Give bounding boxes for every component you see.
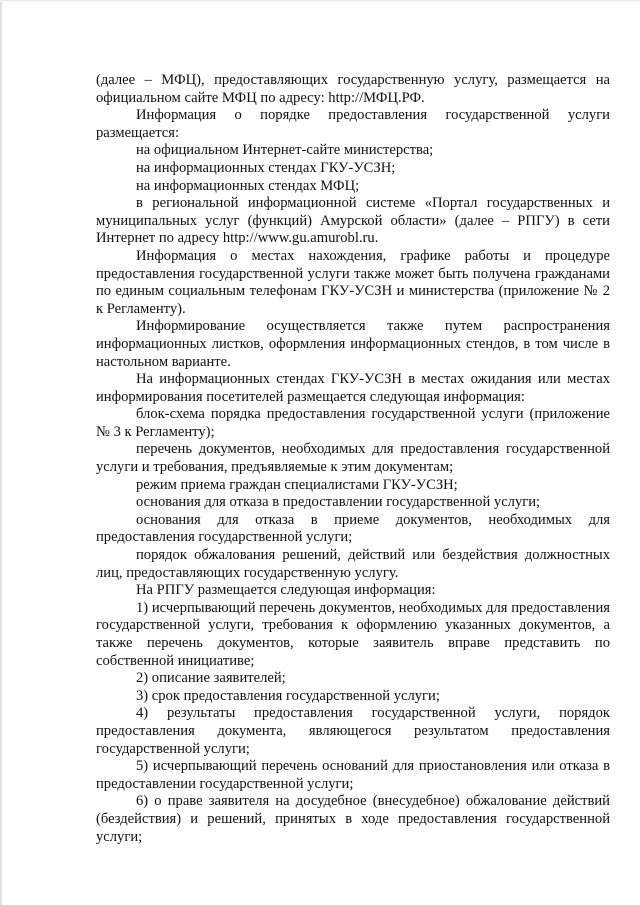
paragraph-mfc-site: (далее – МФЦ), предоставляющих государственную услугу, размещается на официальном сайте МФЦ по адресу: http://МФЦ.РФ. xyxy=(96,72,610,106)
list-item-flowchart: блок-схема порядка предоставления государственной услуги (приложение № 3 к Регламенту); xyxy=(96,406,610,440)
list-item-document-refusal-grounds: основания для отказа в приеме документов, необходимых для предоставления государственной услуги; xyxy=(96,511,610,546)
scan-edge-left xyxy=(0,0,3,905)
list-item-documents-list: перечень документов, необходимых для предоставления государственной услуги и требования, предъявляемые к этим документам; xyxy=(96,441,610,476)
list-item-reception-hours: режим приема граждан специалистами ГКУ-УСЗН; xyxy=(136,476,458,493)
list-item-refusal-grounds: основания для отказа в предоставлении государственной услуги; xyxy=(136,494,541,511)
list-item-appeal-procedure: порядок обжалования решений, действий или бездействия должностных лиц, предоставляющих государственную услугу. xyxy=(96,547,610,581)
list-item-rpgu-6: 6) о праве заявителя на досудебное (внесудебное) обжалование действий (бездействия) и решений, принятых в ходе предоставления государственной услуги; xyxy=(96,793,610,845)
list-item-rpgu-5: 5) исчерпывающий перечень оснований для приостановления или отказа в предоставлении государственной услуги; xyxy=(96,758,610,792)
list-item-rpgu-4: 4) результаты предоставления государственной услуги, порядок предоставления документа, являющегося результатом предоставления государственной услуги; xyxy=(96,705,610,757)
list-item-rpgu-2: 2) описание заявителей; xyxy=(136,670,286,687)
list-item-rpgu-3: 3) срок предоставления государственной услуги; xyxy=(136,687,440,704)
scan-edge-top xyxy=(0,0,640,2)
paragraph-stands-info: На информационных стендах ГКУ-УСЗН в местах ожидания или местах информирования посетителей размещается следующая информация: xyxy=(96,371,610,405)
document-body xyxy=(96,72,610,846)
paragraph-informing: Информирование осуществляется также путем распространения информационных листков, оформления информационных стендов, в том числе в настольном варианте. xyxy=(96,318,610,370)
list-item-gku-stands: на информационных стендах ГКУ-УСЗН; xyxy=(136,159,396,176)
list-item-ministry-site: на официальном Интернет-сайте министерства; xyxy=(136,142,434,159)
list-item-rpgu-1: 1) исчерпывающий перечень документов, необходимых для предоставления государственной услуги, требования к оформлению указанных документов, а также перечень документов, которые заявитель вправе представить по собственной инициативе; xyxy=(96,599,610,669)
paragraph-locations-phones: Информация о местах нахождения, графике работы и процедуре предоставления государственной услуги также может быть получена гражданами по единым социальным телефонам ГКУ-УСЗН и министерства (приложение № 2 к Регламенту). xyxy=(96,247,610,317)
list-item-rpgu-portal: в региональной информационной системе «Портал государственных и муниципальных услуг (функций) Амурской области» (далее – РПГУ) в сети Интернет по адресу http://www.gu.amurobl.ru. xyxy=(96,195,610,247)
list-item-mfc-stands: на информационных стендах МФЦ; xyxy=(136,177,360,194)
paragraph-rpgu-info: На РПГУ размещается следующая информация: xyxy=(136,582,436,599)
paragraph-info-placement: Информация о порядке предоставления государственной услуги размещается: xyxy=(96,107,610,141)
